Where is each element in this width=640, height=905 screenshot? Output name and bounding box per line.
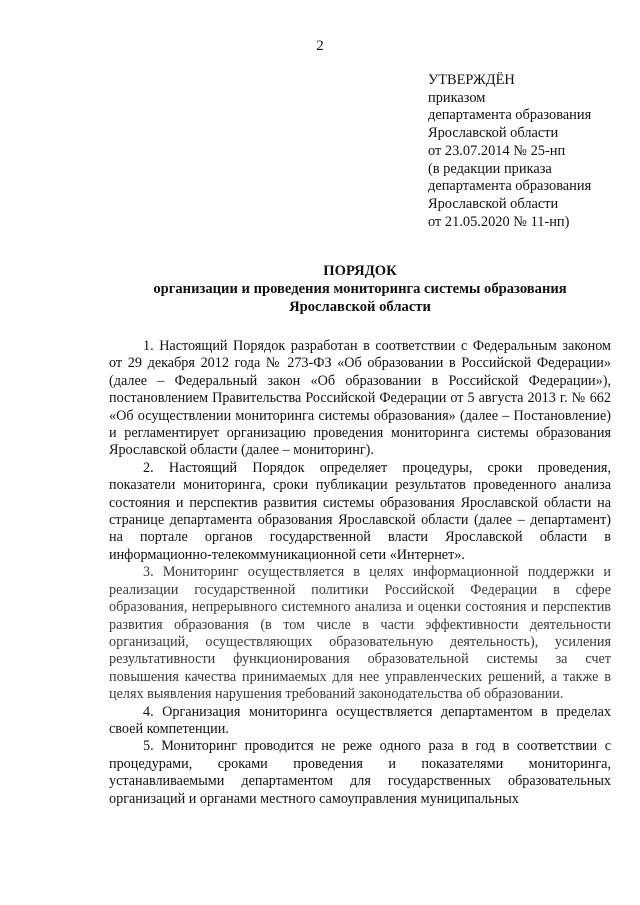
approval-line: Ярославской области: [428, 125, 559, 142]
paragraph-1: 1. Настоящий Порядок разработан в соответствии с Федеральным законом от 29 декабря 2012 года № 273-ФЗ «Об образовании в Российской Федерации» (далее – Федеральный закон «Об образовании в Российской Федерации»), постановлением Правительства Российской Федерации от 5 августа 2013 г. № 662 «Об осуществлении мониторинга системы образования» (далее – Постановление) и регламентирует организацию проведения мониторинга системы образования Ярославской области (далее – мониторинг).: [109, 338, 611, 459]
title-line: Ярославской области: [289, 299, 431, 315]
approval-line: УТВЕРЖДЁН: [428, 72, 515, 88]
document-title: [100, 262, 620, 316]
approval-line: от 23.07.2014 № 25-нп: [428, 142, 566, 159]
approval-line: департамента образования: [428, 178, 592, 195]
paragraph-3: 3. Мониторинг осуществляется в целях информационной поддержки и реализации государственной политики Российской Федерации в сфере образования, непрерывного системного анализа и оценки состояния и перспектив развития образования (в том числе в части эффективности деятельности организаций, осуществляющих образовательную деятельность), усиления результативности функционирования образовательной системы за счет повышения качества принимаемых для нее управленческих решений, а также в целях выявления нарушения требований законодательства об образовании.: [109, 564, 611, 703]
approval-line: Ярославской области: [428, 195, 559, 212]
paragraph-5: 5. Мониторинг проводится не реже одного раза в год в соответствии с процедурами, сроками проведения и показателями мониторинга, устанавливаемыми департаментом для государственных образовательных организаций и органами местного самоуправления муниципальных: [109, 738, 611, 807]
title-line: ПОРЯДОК: [323, 263, 397, 279]
approval-stamp: [428, 72, 633, 231]
document-body: [109, 338, 611, 808]
approval-line: приказом: [428, 89, 486, 106]
page-number: 2: [316, 38, 324, 54]
paragraph-4: 4. Организация мониторинга осуществляется департаментом в пределах своей компетенции.: [109, 703, 611, 737]
approval-line: от 21.05.2020 № 11-нп): [428, 213, 570, 230]
title-line: организации и проведения мониторинга системы образования: [153, 281, 567, 297]
approval-line: (в редакции приказа: [428, 160, 552, 177]
paragraph-2: 2. Настоящий Порядок определяет процедуры, сроки проведения, показатели мониторинга, сроки публикации результатов проведенного анализа состояния и перспектив развития системы образования Ярославской области на странице департамента образования Ярославской области (далее – департамент) на портале органов государственной власти Ярославской области в информационно-телекоммуникационной сети «Интернет».: [109, 459, 611, 563]
approval-line: департамента образования: [428, 107, 592, 124]
